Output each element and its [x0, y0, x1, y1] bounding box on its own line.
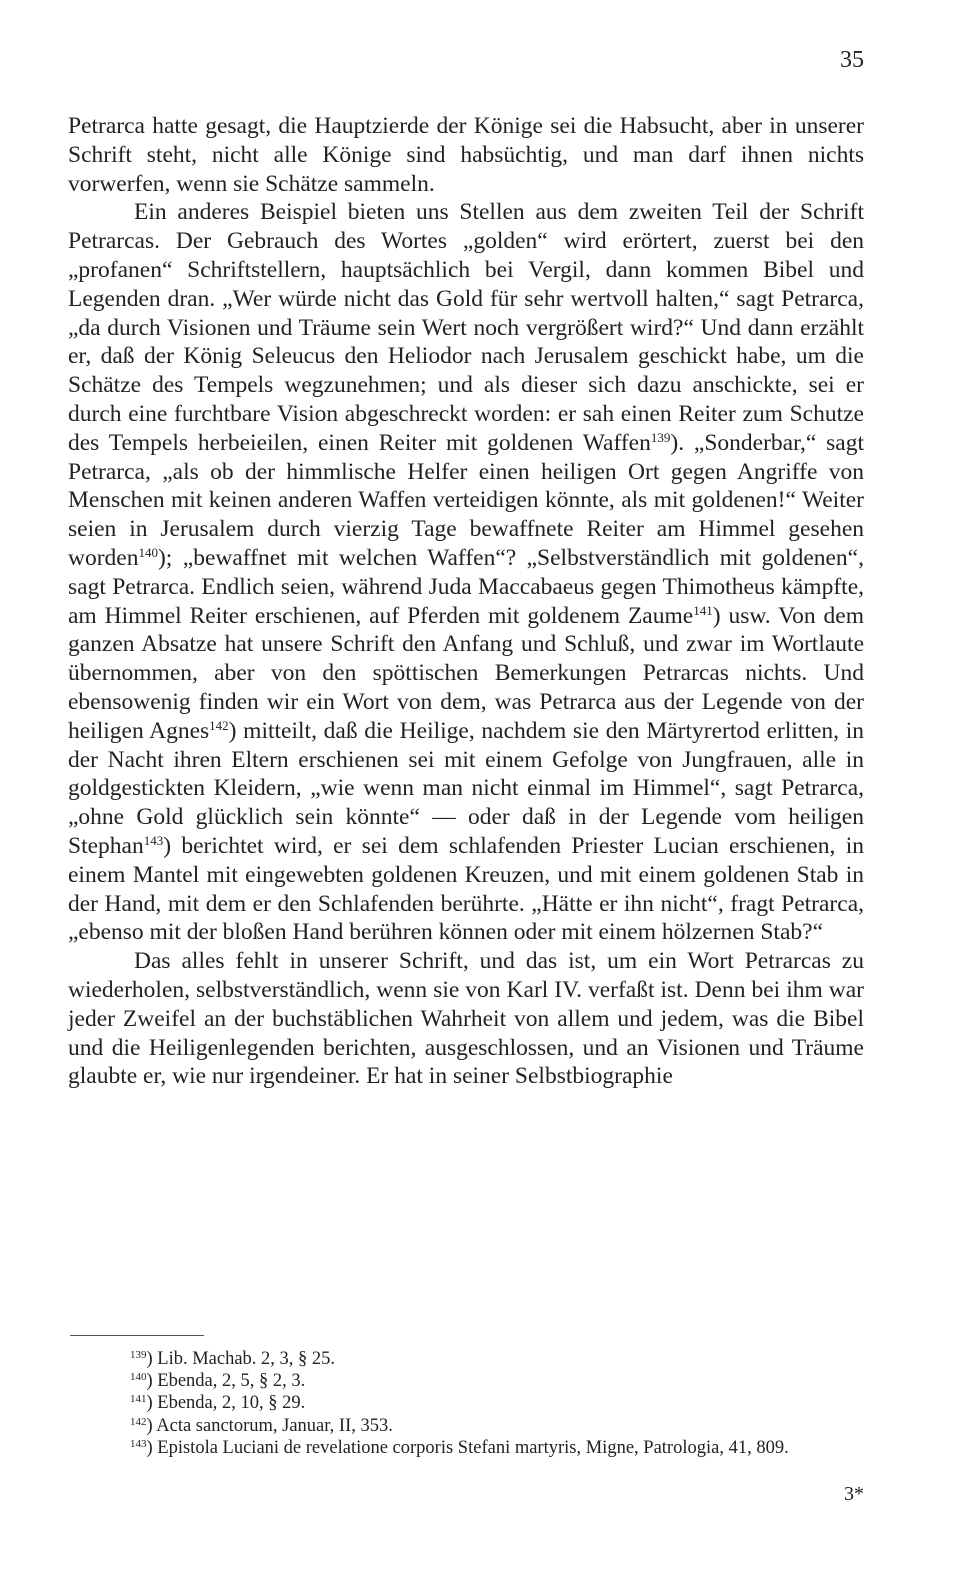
- footnotes: [68, 1348, 864, 1459]
- page-number: 35: [840, 47, 864, 73]
- footnote-reference: 143: [143, 832, 164, 848]
- footnote-text: ) Ebenda, 2, 10, § 29.: [146, 1393, 306, 1414]
- footnote: [68, 1437, 864, 1459]
- body-paragraph: [68, 947, 864, 1091]
- body-paragraph: [68, 198, 864, 947]
- text-run: Das alles fehlt in unserer Schrift, und das ist, um ein Wort Petrarcas zu wiederholen, selbstverständlich, wenn sie von Karl IV. verfaßt ist. Denn bei ihm war jeder Zweifel an der buchstäblichen Wahrheit von allem und jedem, was die Bibel und die Heiligenlegenden berichten, ausgeschlossen, und an Visionen und Träume glaubte er, wie nur irgendeiner. Er hat in seiner Selbstbiographie: [68, 948, 864, 1090]
- footnote-reference: 140: [138, 544, 158, 560]
- footnote-reference: 139: [650, 429, 671, 445]
- footnote-text: ) Lib. Machab. 2, 3, § 25.: [146, 1349, 336, 1369]
- text-run: ) mitteilt, daß die Heilige, nachdem sie den Märtyrertod erlitten, in der Nacht ihren Eltern erschienen sei mit einem Gefolge von Jungfrauen, alle in goldgestickten Kleidern, „wie wenn man nicht einmal im Himmel“, sagt Petrarca, „ohne Gold glücklich sein könnte“ — oder daß in der Legende vom heiligen Stephan: [68, 717, 865, 859]
- body-paragraph: [68, 112, 864, 198]
- footnote: [68, 1392, 864, 1414]
- footnote-text: ) Ebenda, 2, 5, § 2, 3.: [146, 1371, 306, 1392]
- footnote-reference: 142: [209, 717, 229, 733]
- footnote-number: 140: [130, 1371, 147, 1384]
- text-run: ) usw. Von dem ganzen Absatze hat unsere Schrift den Anfang und Schluß, und zwar im Wortlaute übernommen, aber von den spöttischen Bemerkungen Petrarcas nichts. Und ebensowenig finden wir ein Wort von dem, was Petrarca aus der Legende von der heiligen Agnes: [68, 602, 864, 744]
- text-run: ) berichtet wird, er sei dem schlafenden Priester Lucian erschienen, in einem Mantel mit eingewebten goldenen Kreuzen, und mit einem goldenen Stab in der Hand, mit dem er den Schlafenden berührte. „Hätte er ihn nicht“, fragt Petrarca, „ebenso mit der bloßen Hand berühren können oder mit einem hölzernen Stab?“: [68, 832, 864, 946]
- footnote-number: 142: [130, 1415, 147, 1428]
- footnote: [68, 1415, 864, 1437]
- footnote-text: ) Epistola Luciani de revelatione corporis Stefani martyris, Migne, Patrologia, 41, 809.: [146, 1437, 789, 1458]
- footnote-reference: 141: [693, 602, 713, 618]
- footnote-divider: [70, 1335, 204, 1336]
- footnote-number: 139: [130, 1349, 147, 1361]
- footnote-number: 143: [130, 1437, 147, 1450]
- footnote: [68, 1370, 864, 1392]
- footnote: [68, 1348, 864, 1370]
- body-text: [68, 112, 864, 1091]
- text-run: Ein anderes Beispiel bieten uns Stellen aus dem zweiten Teil der Schrift Petrarcas. Der Gebrauch des Wortes „golden“ wird erörtert, zuerst bei den „profanen“ Schriftstellern, hauptsächlich bei Vergil, dann kommen Bibel und Legenden dran. „Wer würde nicht das Gold für sehr wertvoll halten,“ sagt Petrarca, „da durch Visionen und Träume sein Wert noch vergrößert wird?“ Und dann erzählt er, daß der König Seleucus den Heliodor nach Jerusalem geschickt habe, um die Schätze des Tempels wegzunehmen; und als dieser sich dazu anschickte, sei er durch eine furchtbare Vision abgeschreckt worden: er sah einen Reiter zum Schutze des Tempels herbeieilen, einen Reiter mit goldenen Waffen: [68, 199, 864, 456]
- footnote-text: ) Acta sanctorum, Januar, II, 353.: [146, 1415, 393, 1436]
- text-run: Petrarca hatte gesagt, die Hauptzierde der Könige sei die Habsucht, aber in unserer Schrift steht, nicht alle Könige sind habsüchtig, und man darf ihnen nichts vorwerfen, wenn sie Schätze sammeln.: [68, 113, 864, 197]
- sheet-signature: 3*: [844, 1483, 864, 1505]
- footnote-number: 141: [130, 1393, 147, 1406]
- text-run: ). „Sonderbar,“ sagt Petrarca, „als ob der himmlische Helfer einen heiligen Ort gegen Angriffe von Menschen mit keinen anderen Waffen verteidigen könnte, als mit goldenen!“ Weiter seien in Jerusalem durch vierzig Tage bewaffnete Reiter am Himmel gesehen worden: [68, 429, 865, 571]
- text-run: ); „bewaffnet mit welchen Waffen“? „Selbstverständlich mit goldenen“, sagt Petrarca. Endlich seien, während Juda Maccabaeus gegen Thimotheus kämpfte, am Himmel Reiter erschienen, auf Pferden mit goldenem Zaume: [68, 544, 864, 629]
